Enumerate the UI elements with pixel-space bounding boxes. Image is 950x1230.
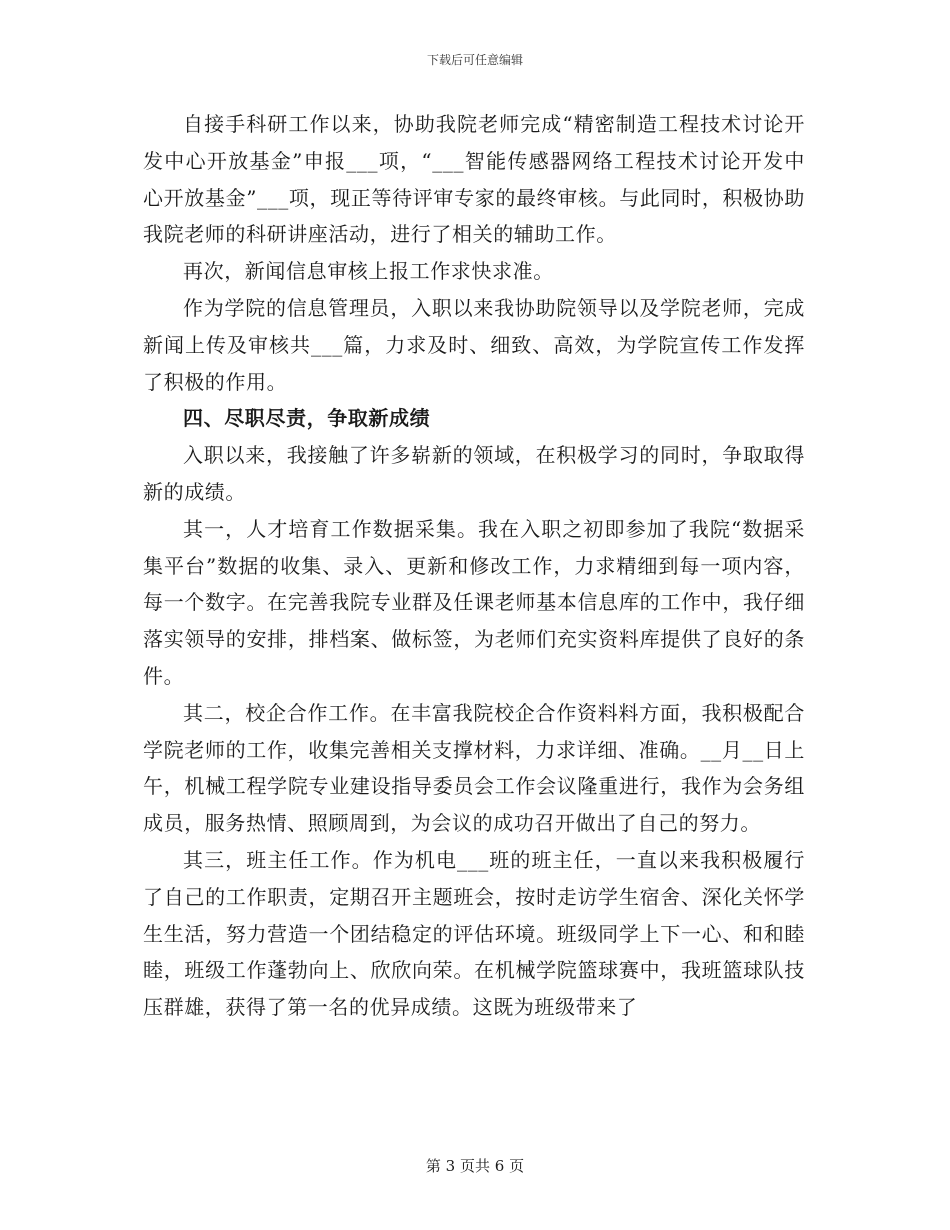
paragraph-new-fields: 入职以来，我接触了许多崭新的领域，在积极学习的同时，争取取得新的成绩。: [143, 443, 805, 504]
paragraph-class-teacher: 其三，班主任工作。作为机电___班的班主任，一直以来我积极履行了自己的工作职责，定期召开主题班会，按时走访学生宿舍、深化关怀学生生活，努力营造一个团结稳定的评估环境。班级同学上下一心、和和睦睦，班级工作蓬勃向上、欣欣向荣。在机械学院篮球赛中，我班篮球队技压群雄，获得了第一名的优异成绩。这既为班级带来了: [143, 847, 805, 1020]
paragraph-info-admin: 作为学院的信息管理员，入职以来我协助院领导以及学院老师，完成新闻上传及审核共___篇，力求及时、细致、高效，为学院宣传工作发挥了积极的作用。: [143, 295, 805, 394]
page-header: 下载后可任意编辑: [426, 53, 523, 67]
page-number: 第 3 页共 6 页: [425, 1157, 525, 1175]
paragraph-news-review: 再次，新闻信息审核上报工作求快求准。: [183, 259, 554, 284]
paragraph-school-enterprise: 其二，校企合作工作。在丰富我院校企合作资料料方面，我积极配合学院老师的工作，收集完善相关支撑材料，力求详细、准确。__月__日上午，机械工程学院专业建设指导委员会工作会议隆重进行，我作为会务组成员，服务热情、照顾周到，为会议的成功召开做出了自己的努力。: [143, 700, 805, 836]
document-body: [143, 106, 805, 1026]
section-heading: 四、尽职尽责，争取新成绩: [183, 406, 431, 431]
paragraph-data-collection: 其一，人才培育工作数据采集。我在入职之初即参加了我院“数据采集平台”数据的收集、录入、更新和修改工作，力求精细到每一项内容，每一个数字。在完善我院专业群及任课老师基本信息库的工作中，我仔细落实领导的安排，排档案、做标签，为老师们充实资料库提供了良好的条件。: [143, 516, 805, 688]
paragraph-research-work: 自接手科研工作以来，协助我院老师完成“精密制造工程技术讨论开发中心开放基金”申报___项，“___智能传感器网络工程技术讨论开发中心开放基金”___项，现正等待评审专家的最终审核。与此同时，积极协助我院老师的科研讲座活动，进行了相关的辅助工作。: [143, 112, 805, 247]
